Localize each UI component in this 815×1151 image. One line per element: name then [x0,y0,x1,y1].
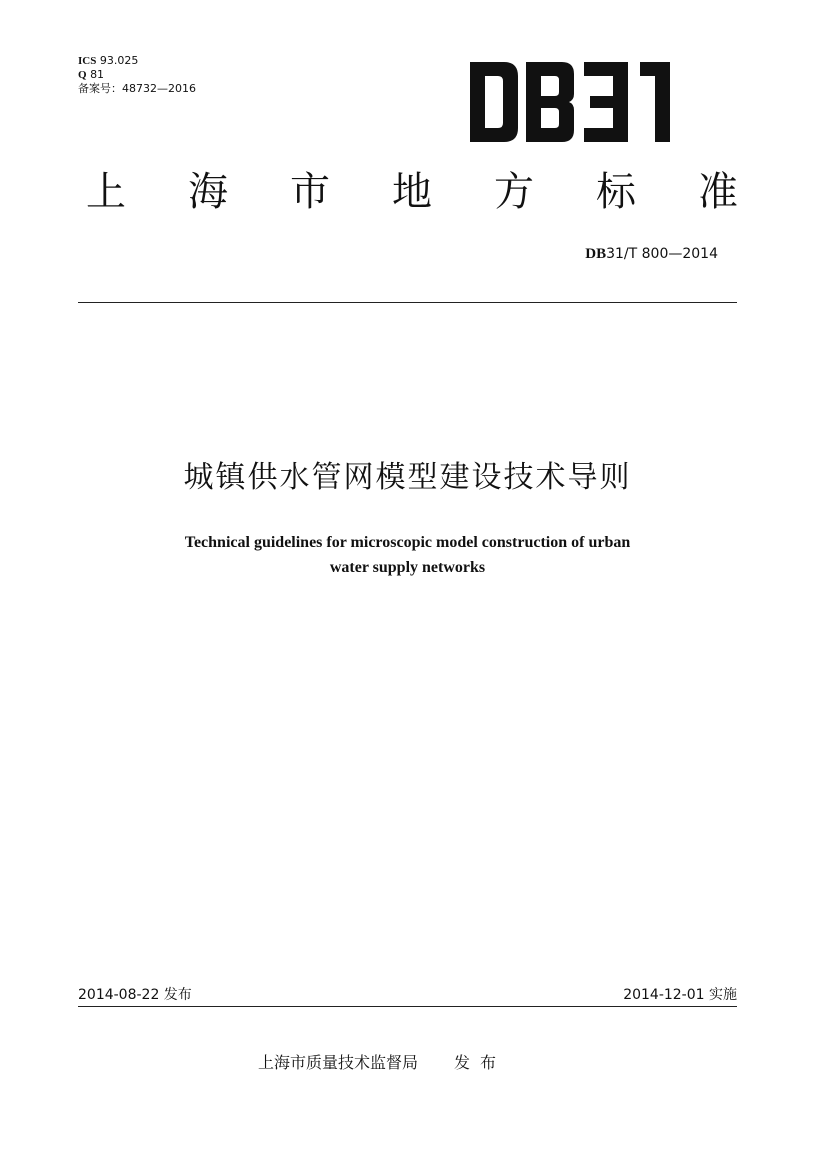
issuer-name: 上海市质量技术监督局 [258,1053,419,1072]
title-char: 地 [392,169,432,215]
category-code: Q 81 [78,68,105,81]
ics-code: ICS 93.025 [78,54,139,67]
title-char: 市 [290,169,330,215]
title-char: 上 [86,169,126,215]
title-en-line-2: water supply networks [329,559,486,576]
document-title-cn: 城镇供水管网模型建设技术导则 [183,460,632,495]
db31-logo-graphic [470,62,692,142]
issuer-action: 发布 [454,1053,507,1072]
title-char: 海 [188,169,228,215]
standard-number: DB31/T 800—2014 [585,246,718,262]
title-char: 方 [494,169,534,215]
classification-block [78,54,196,95]
record-number: 备案号：48732—2016 [78,82,196,95]
issuing-authority [258,1050,506,1073]
bottom-divider [78,1006,737,1007]
standard-type-title [82,168,742,216]
document-title-en [0,530,815,580]
db31-logo [470,62,692,146]
issue-date: 2014-08-22 发布 [78,987,192,1003]
title-char: 准 [698,169,738,215]
title-char: 标 [596,169,636,215]
implementation-date: 2014-12-01 实施 [623,987,737,1003]
top-divider [78,302,737,303]
title-en-line-1: Technical guidelines for microscopic model construction of urban [184,534,631,551]
